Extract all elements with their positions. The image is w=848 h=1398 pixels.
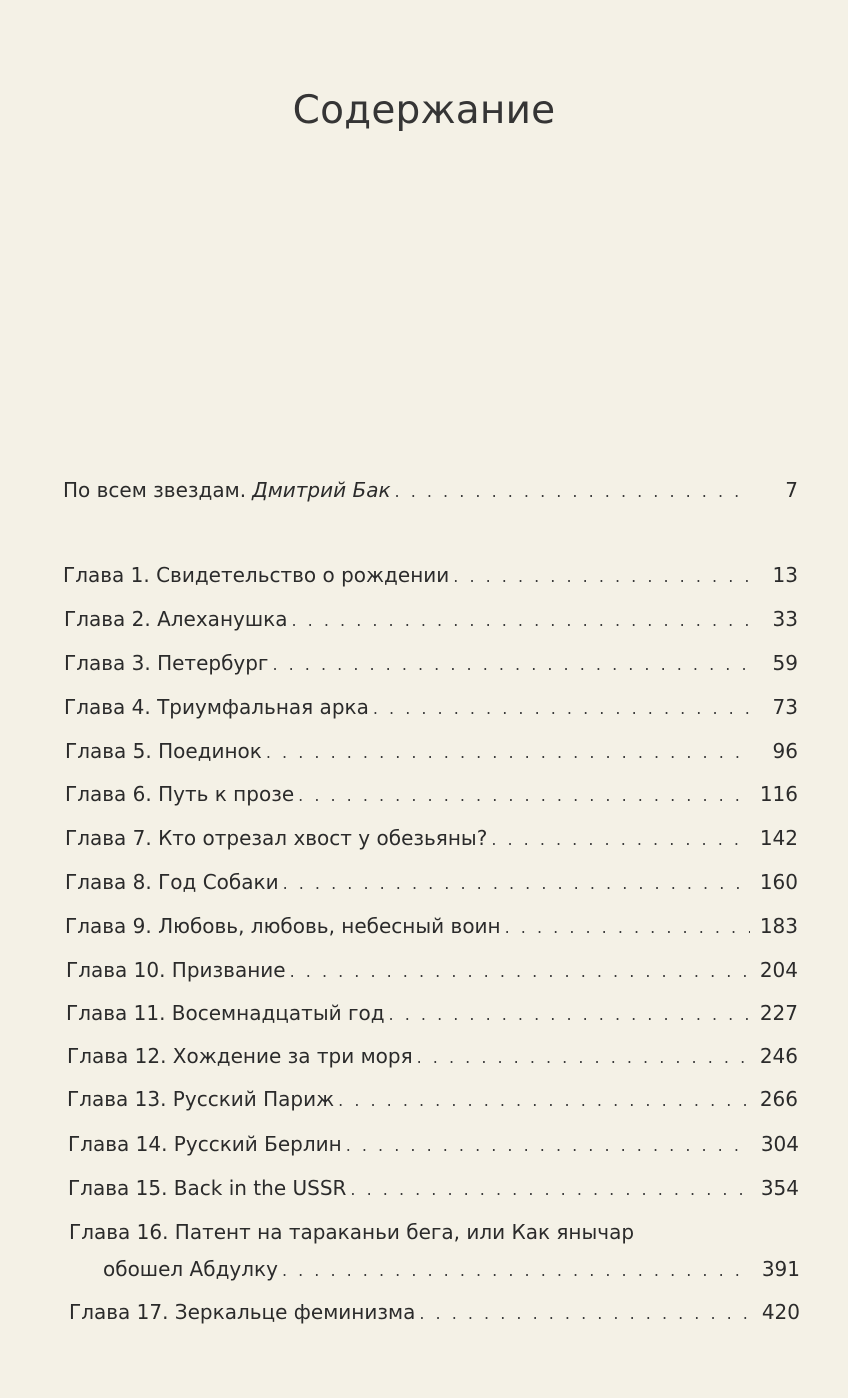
toc-entry-title: По всем звездам. xyxy=(63,478,247,502)
toc-entry-title: Глава 13. Русский Париж xyxy=(67,1087,335,1111)
toc-leader-dots xyxy=(298,783,750,809)
toc-entry-chapter-13[interactable] xyxy=(67,1086,798,1114)
page-title: Содержание xyxy=(292,88,556,133)
toc-entry-chapter-2[interactable] xyxy=(64,606,798,634)
toc-entry-chapter-11[interactable] xyxy=(66,1000,798,1028)
toc-leader-dots xyxy=(282,1258,752,1284)
toc-entry-page: 304 xyxy=(760,1132,799,1156)
toc-entry-chapter-4[interactable] xyxy=(64,694,798,722)
toc-leader-dots xyxy=(266,740,750,766)
toc-entry-preface[interactable] xyxy=(63,477,798,505)
toc-entry-chapter-16[interactable] xyxy=(103,1256,800,1284)
toc-entry-page: 96 xyxy=(772,739,798,763)
toc-entry-title: Глава 10. Призвание xyxy=(66,958,286,982)
toc-entry-page: 33 xyxy=(772,607,798,631)
toc-entry-page: 59 xyxy=(772,651,798,675)
toc-entry-chapter-17[interactable] xyxy=(69,1299,800,1327)
toc-leader-dots xyxy=(283,871,750,897)
toc-entry-title: Глава 1. Свидетельство о рождении xyxy=(63,563,450,587)
toc-entry-title: обошел Абдулку xyxy=(103,1257,278,1281)
toc-leader-dots xyxy=(417,1045,750,1071)
toc-entry-chapter-15[interactable] xyxy=(68,1175,799,1203)
toc-entry-title: Глава 15. Back in the USSR xyxy=(68,1176,347,1200)
toc-entry-title: Глава 12. Хождение за три моря xyxy=(67,1044,413,1068)
toc-leader-dots xyxy=(419,1301,752,1327)
toc-leader-dots xyxy=(505,915,750,941)
toc-leader-dots xyxy=(389,1002,750,1028)
toc-entry-chapter-5[interactable] xyxy=(65,738,798,766)
toc-entry-chapter-7[interactable] xyxy=(65,825,798,853)
toc-entry-page: 183 xyxy=(759,914,798,938)
toc-entry-title: Глава 17. Зеркальце феминизма xyxy=(69,1300,416,1324)
toc-entry-page: 7 xyxy=(785,478,798,502)
toc-entry-title: Глава 6. Путь к прозе xyxy=(65,782,295,806)
toc-entry-chapter-8[interactable] xyxy=(65,869,798,897)
toc-entry-page: 116 xyxy=(759,782,798,806)
toc-leader-dots xyxy=(395,479,750,505)
toc-entry-chapter-14[interactable] xyxy=(68,1131,799,1159)
toc-entry-title: Глава 8. Год Собаки xyxy=(65,870,279,894)
toc-leader-dots xyxy=(338,1088,750,1114)
toc-entry-chapter-10[interactable] xyxy=(66,957,798,985)
toc-leader-dots xyxy=(491,827,750,853)
toc-entry-page: 246 xyxy=(759,1044,798,1068)
toc-leader-dots xyxy=(350,1177,751,1203)
toc-entry-chapter-12[interactable] xyxy=(67,1043,798,1071)
toc-entry-title: Глава 3. Петербург xyxy=(64,651,269,675)
toc-leader-dots xyxy=(373,696,750,722)
toc-entry-chapter-16-line1[interactable]: Глава 16. Патент на тараканьи бега, или Как янычар xyxy=(69,1220,635,1244)
toc-leader-dots xyxy=(453,564,750,590)
toc-leader-dots xyxy=(292,608,751,634)
toc-entry-title: Глава 9. Любовь, любовь, небесный воин xyxy=(65,914,501,938)
toc-entry-author: Дмитрий Бак xyxy=(252,478,391,502)
toc-entry-chapter-3[interactable] xyxy=(64,650,798,678)
toc-leader-dots xyxy=(290,959,750,985)
toc-entry-page: 420 xyxy=(761,1300,800,1324)
toc-entry-title: Глава 7. Кто отрезал хвост у обезьяны? xyxy=(65,826,488,850)
toc-entry-page: 227 xyxy=(759,1001,798,1025)
toc-entry-chapter-6[interactable] xyxy=(65,781,798,809)
toc-entry-page: 13 xyxy=(772,563,798,587)
toc-entry-title: Глава 5. Поединок xyxy=(65,739,262,763)
toc-leader-dots xyxy=(346,1133,751,1159)
toc-entry-title: Глава 2. Алеханушка xyxy=(64,607,288,631)
toc-leader-dots xyxy=(272,652,750,678)
toc-entry-page: 73 xyxy=(772,695,798,719)
toc-entry-page: 391 xyxy=(761,1257,800,1281)
toc-entry-page: 160 xyxy=(759,870,798,894)
toc-entry-chapter-9[interactable] xyxy=(65,913,798,941)
toc-entry-chapter-1[interactable] xyxy=(63,562,798,590)
toc-entry-page: 142 xyxy=(759,826,798,850)
toc-entry-page: 204 xyxy=(759,958,798,982)
toc-entry-title: Глава 14. Русский Берлин xyxy=(68,1132,342,1156)
toc-entry-page: 266 xyxy=(759,1087,798,1111)
toc-entry-page: 354 xyxy=(760,1176,799,1200)
toc-entry-title: Глава 11. Восемнадцатый год xyxy=(66,1001,385,1025)
toc-entry-title: Глава 4. Триумфальная арка xyxy=(64,695,369,719)
